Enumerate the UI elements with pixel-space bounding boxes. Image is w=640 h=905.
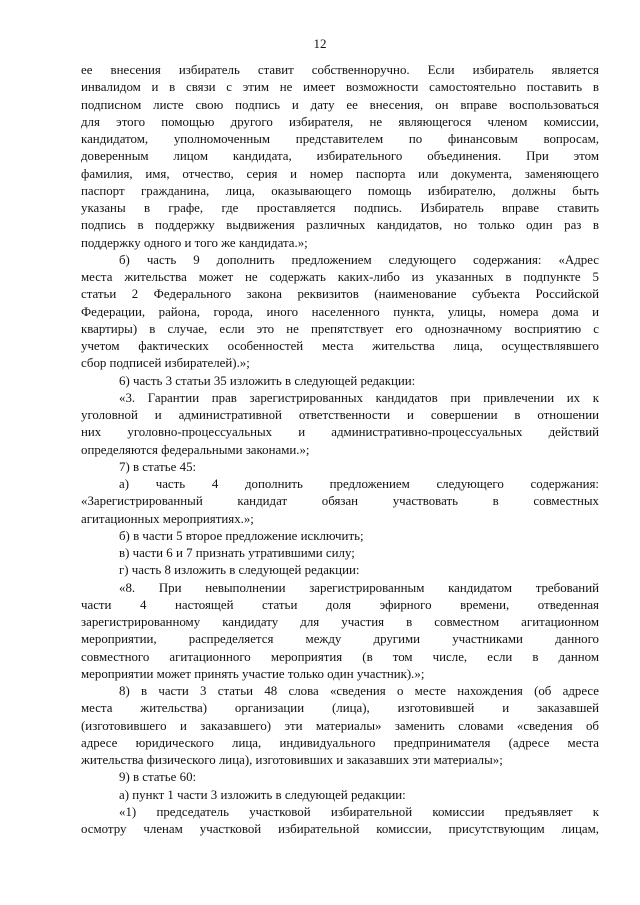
text-line: кандидатом, уполномоченным представителем по финансовым вопросам, [81,132,599,146]
text-line: а) часть 4 дополнить предложением следующего содержания: [119,477,599,491]
text-line: ее внесения избиратель ставит собственноручно. Если избиратель является [81,63,599,77]
text-line: уголовной и административной ответственности и совершении в отношении [81,408,599,422]
paragraph [81,390,599,459]
text-line: фамилия, имя, отчество, серия и номер паспорта или документа, заменяющего [81,166,599,181]
paragraph [81,62,599,252]
text-line: статьи 2 Федерального закона реквизитов (наименование субъекта Российской [81,287,599,302]
paragraph [81,562,599,579]
text-line: в) части 6 и 7 признать утратившими силу; [119,546,355,560]
text-line: квартиры) в случае, если это не препятствует его однозначному восприятию с [81,321,599,336]
text-line: части 4 настоящей статьи доля эфирного времени, отведенная [81,597,599,612]
text-line: осмотру членам участковой избирательной комиссии, присутствующим лицам, [81,822,599,836]
paragraph [81,804,599,839]
text-line: Федерации, района, города, иного населенного пункта, улицы, номера дома и [81,304,599,319]
text-line: агитационных мероприятиях.»; [81,511,254,526]
text-line: поддержку одного и того же кандидата.»; [81,235,308,250]
text-line: б) часть 9 дополнить предложением следующего содержания: «Адрес [119,252,599,267]
paragraph [81,545,599,562]
text-line: места жительства может не содержать каких-либо из указанных в подпункте 5 [81,270,599,284]
text-line: зарегистрированному кандидату для участия в совместном агитационном [81,615,599,629]
paragraph [81,769,599,786]
text-line: места жительства) организации (лица), изготовившей и заказавшей [81,701,599,716]
text-line: 7) в статье 45: [119,459,197,474]
text-line: инвалидом и в связи с этим не имеет возможности самостоятельно поставить в [81,80,599,95]
text-line: учетом фактических особенностей места жительства лица, осуществлявшего [81,339,599,353]
text-line: «1) председатель участковой избирательной комиссии предъявляет к [119,804,599,819]
text-line: для этого помощью другого избирателя, не являющегося членом комиссии, [81,114,599,129]
paragraph [81,373,599,390]
text-line: г) часть 8 изложить в следующей редакции: [119,563,360,578]
text-line: адресе юридического лица, индивидуального предпринимателя (адресе места [81,735,599,750]
text-line: а) пункт 1 части 3 изложить в следующей редакции: [119,787,406,802]
text-line: доверенным лицом кандидата, избирательного объединения. При этом [81,149,599,164]
text-line: 6) часть 3 статьи 35 изложить в следующей редакции: [119,373,416,388]
text-line: совместного агитационного мероприятия (в том числе, если в данном [81,649,599,664]
text-line: указаны в графе, где проставляется подпись. Избиратель вправе ставить [81,201,599,215]
text-line: «3. Гарантии прав зарегистрированных кандидатов при привлечении их к [119,390,599,405]
text-line: (изготовившего и заказавшего) эти материалы» заменить словами «сведения об [81,718,599,733]
text-line: б) в части 5 второе предложение исключить; [119,528,364,543]
paragraph [81,528,599,545]
text-line: жительства физического лица), изготовивших и заказавших эти материалы»; [81,753,503,767]
text-line: определяются федеральными законами.»; [81,442,310,457]
text-line: подписном листе свою подпись и дату ее внесения, он вправе воспользоваться [81,97,599,112]
text-line: 8) в части 3 статьи 48 слова «сведения о месте нахождения (об адресе [119,684,599,698]
text-line: мероприятии, распределяется между другими участниками данного [81,632,599,647]
document-body [81,62,599,838]
text-line: подпись в поддержку выдвижения различных кандидатов, но только один раз в [81,218,599,233]
text-line: паспорт гражданина, лица, оказывающего помощь избирателю, должны быть [81,183,599,198]
page-number: 12 [313,36,327,51]
paragraph [81,459,599,476]
paragraph [81,252,599,373]
text-line: «Зарегистрированный кандидат обязан участвовать в совместных [81,494,599,509]
text-line: мероприятии может принять участие только один участник).»; [81,666,425,681]
paragraph [81,683,599,769]
text-line: сбор подписей избирателей).»; [81,356,250,371]
text-line: 9) в статье 60: [119,770,197,785]
text-line: них уголовно-процессуальных и административно-процессуальных действий [81,425,599,440]
paragraph [81,787,599,804]
paragraph [81,476,599,528]
paragraph [81,580,599,684]
text-line: «8. При невыполнении зарегистрированным кандидатом требований [119,580,599,595]
